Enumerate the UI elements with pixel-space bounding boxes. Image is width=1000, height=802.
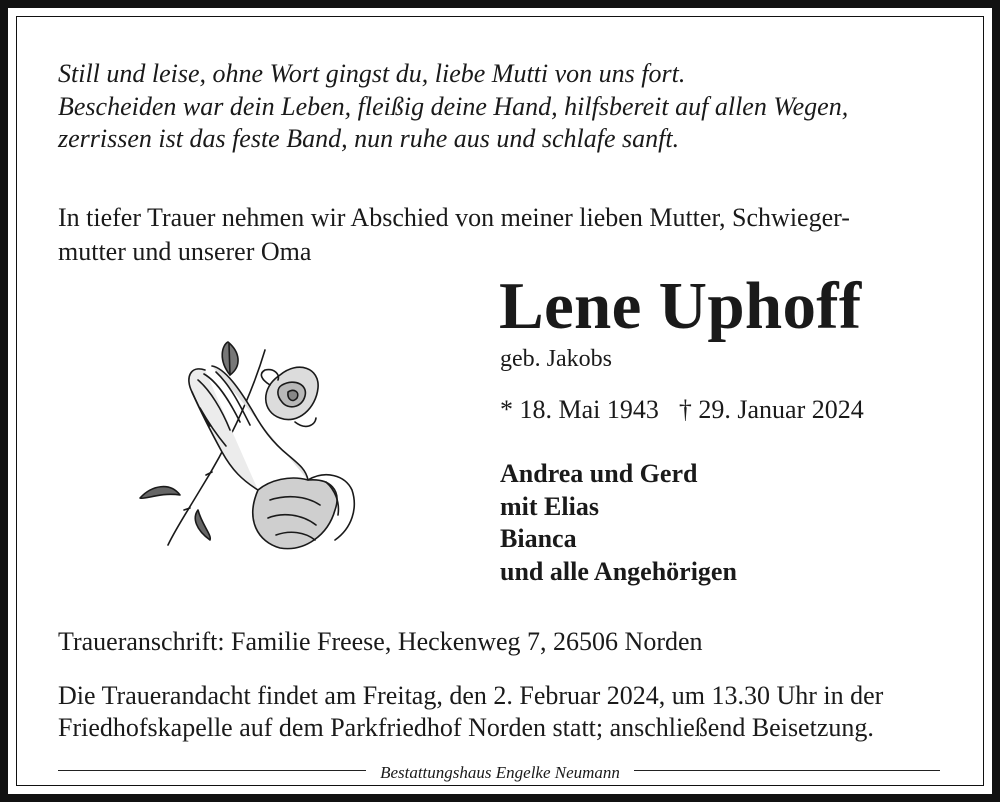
- poem-line: Still und leise, ohne Wort gingst du, liebe Mutti von uns fort.: [58, 59, 686, 88]
- life-dates: [500, 394, 864, 426]
- poem: [58, 58, 848, 156]
- birth-date: * 18. Mai 1943: [500, 395, 659, 424]
- service-line: Die Trauerandacht findet am Freitag, den 2. Februar 2024, um 13.30 Uhr in der: [58, 681, 884, 710]
- mourning-address: Traueranschrift: Familie Freese, Heckenweg 7, 26506 Norden: [58, 627, 703, 656]
- intro-line: mutter und unserer Oma: [58, 237, 312, 266]
- funeral-service-info: [58, 680, 883, 744]
- family-line: Andrea und Gerd: [500, 459, 698, 488]
- deceased-name: Lene Uphoff: [499, 269, 862, 343]
- praying-hands-with-rose-icon: [130, 330, 370, 560]
- family-line: Bianca: [500, 524, 577, 553]
- intro-line: In tiefer Trauer nehmen wir Abschied von meiner lieben Mutter, Schwieger-: [58, 203, 850, 232]
- family-signature: [500, 458, 737, 588]
- death-date: † 29. Januar 2024: [678, 395, 864, 424]
- service-line: Friedhofskapelle auf dem Parkfriedhof Norden statt; anschließend Beisetzung.: [58, 713, 874, 742]
- poem-line: zerrissen ist das feste Band, nun ruhe aus und schlafe sanft.: [58, 124, 680, 153]
- poem-line: Bescheiden war dein Leben, fleißig deine Hand, hilfsbereit auf allen Wegen,: [58, 91, 849, 121]
- footer: [0, 763, 1000, 795]
- family-line: mit Elias: [500, 491, 599, 521]
- birth-name: geb. Jakobs: [500, 346, 612, 372]
- funeral-home-name: Bestattungshaus Engelke Neumann: [366, 763, 634, 782]
- family-line: und alle Angehörigen: [500, 556, 737, 586]
- intro-text: [58, 201, 850, 269]
